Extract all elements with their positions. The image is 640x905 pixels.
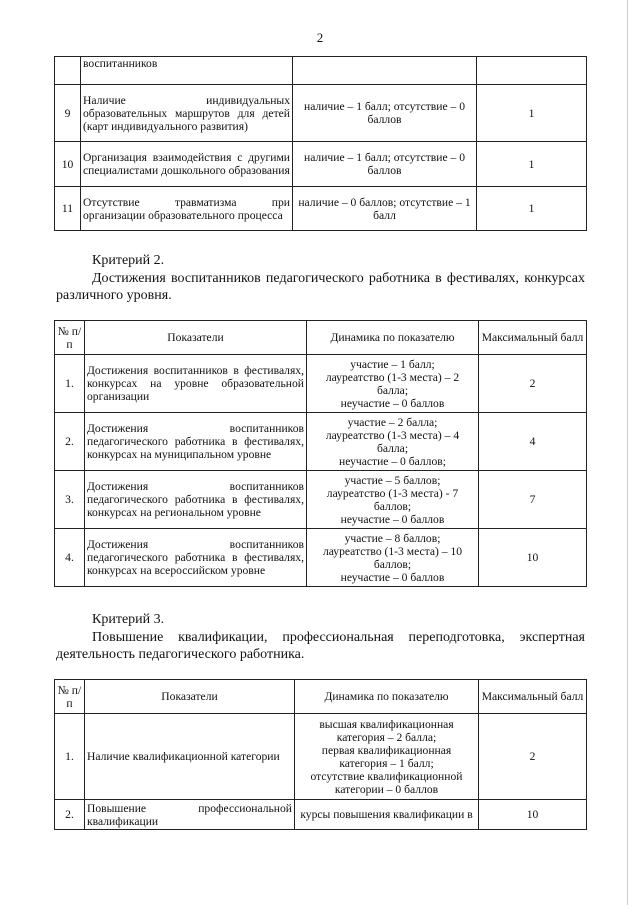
dynamics-line: отсутствие квалификационной категории – 0 баллов [310, 769, 463, 796]
criterion2-table [54, 320, 587, 587]
indicator-cell: Организация взаимодействия с другими специалистами дошкольного образования [81, 142, 293, 187]
table-row [55, 714, 587, 800]
row-number: 11 [55, 187, 81, 231]
header-dynamics: Динамика по показателю [307, 321, 479, 355]
row-number: 10 [55, 142, 81, 187]
dynamics-cell [295, 714, 479, 800]
dynamics-cell [307, 413, 479, 471]
table-row [55, 142, 587, 187]
indicator-cell: Повышение профессиональной квалификации [85, 800, 295, 830]
max-score-cell: 1 [477, 85, 587, 142]
indicator-cell: Достижения воспитанников педагогического работника в фестивалях, конкурсах на всероссийском уровне [85, 529, 307, 587]
criterion1-table-continuation [54, 56, 587, 231]
max-score-cell: 10 [479, 529, 587, 587]
max-score-cell: 2 [479, 355, 587, 413]
criterion3-table [54, 679, 587, 830]
dynamics-line: лауреатство (1-3 места) – 10 баллов; [322, 544, 463, 571]
row-number: 2. [55, 800, 85, 830]
indicator-cell: Наличие индивидуальных образовательных маршрутов для детей (карт индивидуального развития) [81, 85, 293, 142]
header-max: Максимальный балл [479, 321, 587, 355]
row-number: 1. [55, 714, 85, 800]
dynamics-line: лауреатство (1-3 места) - 7 баллов; [326, 486, 459, 513]
row-number: 9 [55, 85, 81, 142]
criterion2-title: Критерий 2. [92, 253, 165, 268]
max-score-cell [477, 57, 587, 85]
header-num: № п/п [55, 321, 85, 355]
max-score-cell: 1 [477, 187, 587, 231]
table-header-row [55, 680, 587, 714]
row-number: 3. [55, 471, 85, 529]
dynamics-line: неучастие – 0 баллов [340, 396, 445, 410]
dynamics-line: неучастие – 0 баллов; [339, 454, 446, 468]
table-row [55, 413, 587, 471]
dynamics-cell [307, 471, 479, 529]
criterion3-text: Повышение квалификации, профессиональная переподготовка, экспертная деятельность педагогического работника. [56, 630, 585, 662]
row-number: 2. [55, 413, 85, 471]
dynamics-cell: наличие – 1 балл; отсутствие – 0 баллов [293, 85, 477, 142]
row-number: 4. [55, 529, 85, 587]
page-number: 2 [316, 30, 324, 45]
header-indicator: Показатели [85, 321, 307, 355]
table-row [55, 187, 587, 231]
table-row [55, 800, 587, 830]
indicator-cell: Достижения воспитанников в фестивалях, конкурсах на уровне образовательной организации [85, 355, 307, 413]
max-score-cell: 7 [479, 471, 587, 529]
dynamics-line: неучастие – 0 баллов [340, 570, 445, 584]
criterion3-title: Критерий 3. [92, 612, 165, 627]
dynamics-cell: наличие – 1 балл; отсутствие – 0 баллов [293, 142, 477, 187]
header-dynamics: Динамика по показателю [295, 680, 479, 714]
dynamics-cell [293, 57, 477, 85]
indicator-cell: Отсутствие травматизма при организации образовательного процесса [81, 187, 293, 231]
dynamics-line: первая квалификационная категория – 1 балл; [321, 743, 452, 770]
dynamics-line: лауреатство (1-3 места) – 4 балла; [325, 428, 460, 455]
dynamics-line: неучастие – 0 баллов [340, 512, 445, 526]
header-max: Максимальный балл [479, 680, 587, 714]
dynamics-line: участие – 5 баллов; [344, 473, 441, 487]
table-row [55, 57, 587, 85]
scan-edge [627, 0, 628, 905]
max-score-cell: 10 [479, 800, 587, 830]
row-number: 1. [55, 355, 85, 413]
indicator-cell: Наличие квалификационной категории [85, 714, 295, 800]
table-row [55, 471, 587, 529]
dynamics-line: курсы повышения квалификации в [300, 808, 473, 821]
indicator-cell: Достижения воспитанников педагогического работника в фестивалях, конкурсах на региональном уровне [85, 471, 307, 529]
dynamics-line: лауреатство (1-3 места) – 2 балла; [325, 370, 460, 397]
row-number [55, 57, 81, 85]
indicator-cell: Достижения воспитанников педагогического работника в фестивалях, конкурсах на муниципальном уровне [85, 413, 307, 471]
max-score-cell: 4 [479, 413, 587, 471]
max-score-cell: 1 [477, 142, 587, 187]
table-row [55, 85, 587, 142]
dynamics-cell [307, 355, 479, 413]
dynamics-line: участие – 1 балл; [350, 357, 435, 371]
header-num: № п/п [55, 680, 85, 714]
header-indicator: Показатели [85, 680, 295, 714]
criterion2-text: Достижения воспитанников педагогического работника в фестивалях, конкурсах различного уровня. [56, 271, 585, 303]
dynamics-cell [295, 800, 479, 830]
dynamics-line: участие – 8 баллов; [344, 531, 441, 545]
indicator-cell: воспитанников [81, 57, 293, 85]
table-header-row [55, 321, 587, 355]
dynamics-line: участие – 2 балла; [347, 415, 438, 429]
dynamics-cell: наличие – 0 баллов; отсутствие – 1 балл [293, 187, 477, 231]
dynamics-line: высшая квалификационная категория – 2 балла; [319, 717, 454, 744]
table-row [55, 355, 587, 413]
max-score-cell: 2 [479, 714, 587, 800]
table-row [55, 529, 587, 587]
dynamics-cell [307, 529, 479, 587]
